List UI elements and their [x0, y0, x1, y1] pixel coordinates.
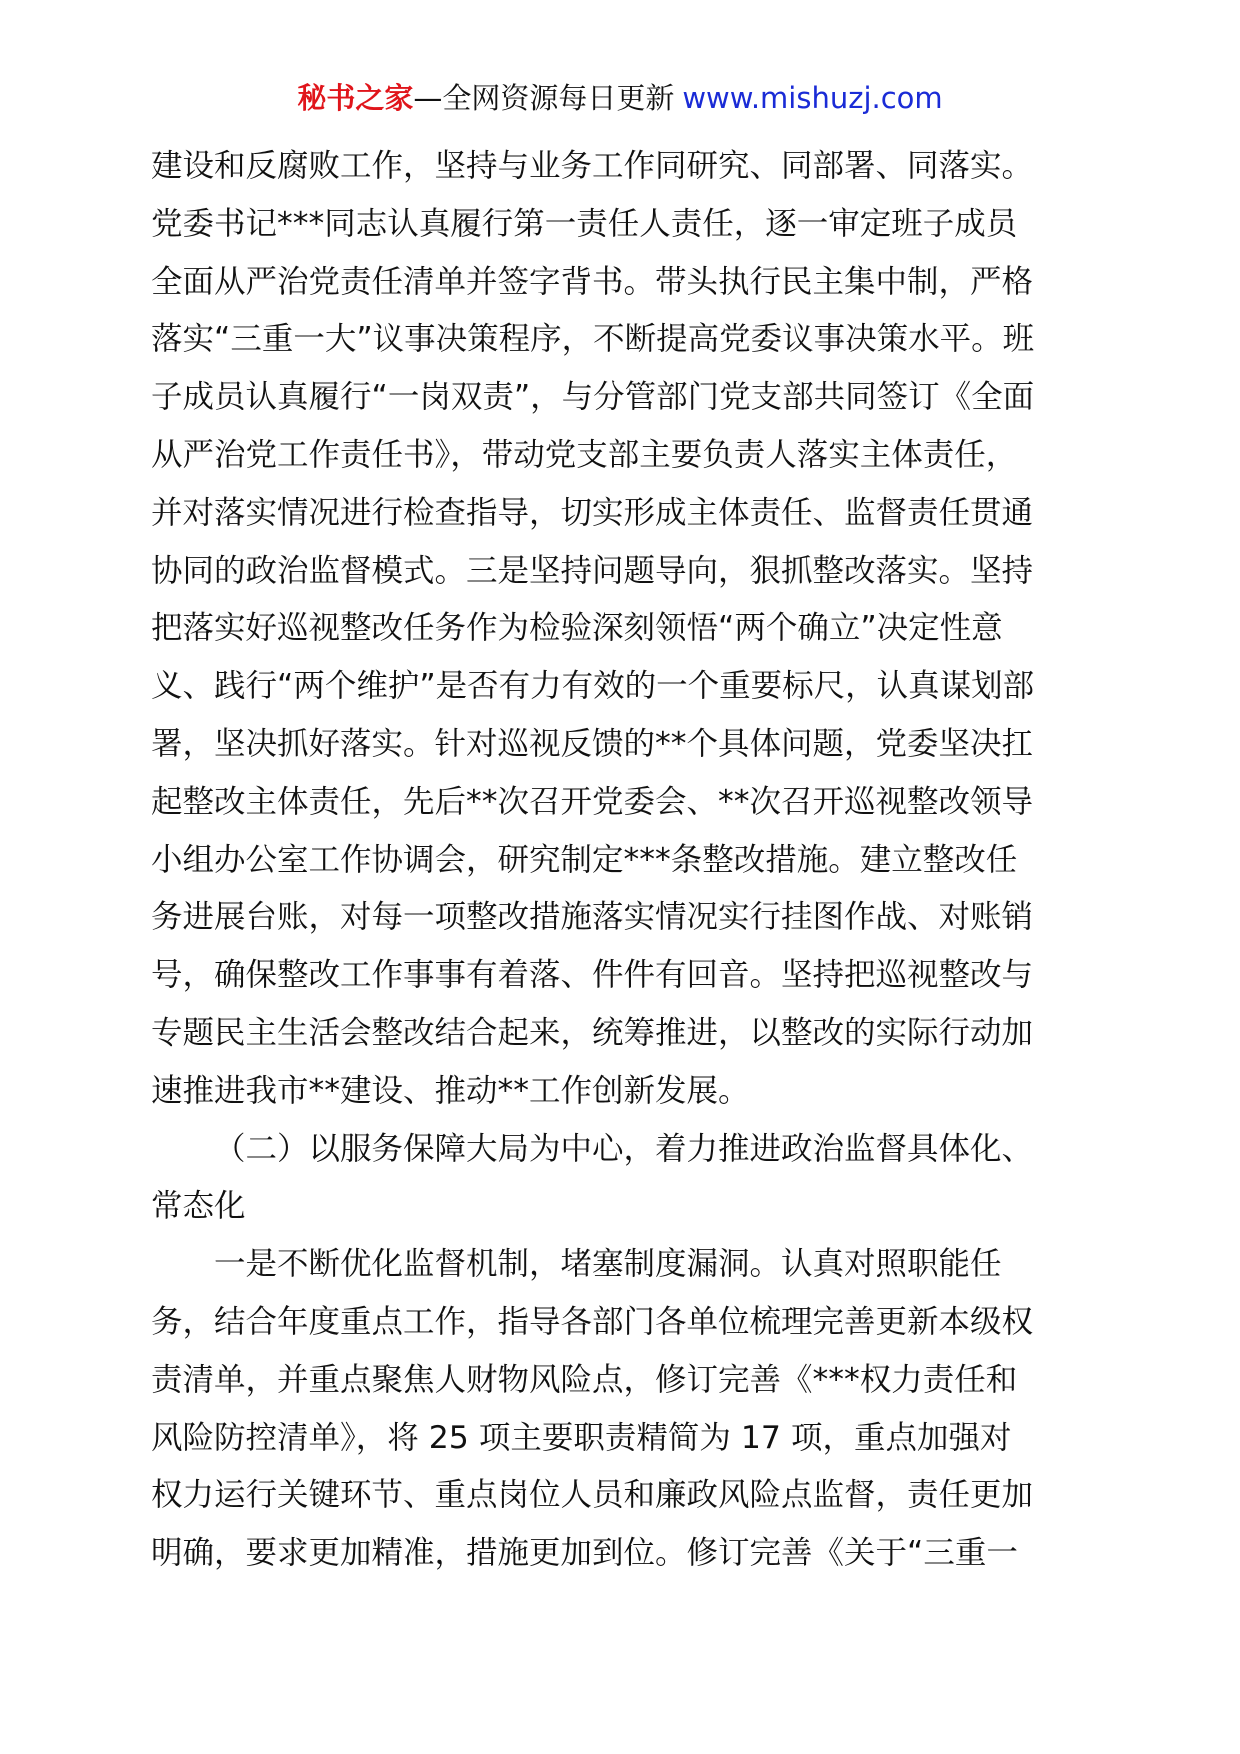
site-url-link[interactable]: www.mishuzj.com [682, 81, 943, 115]
text-line: 务，结合年度重点工作，指导各部门各单位梳理完善更新本级权 [151, 1303, 1034, 1340]
text-line: 权力运行关键环节、重点岗位人员和廉政风险点监督，责任更加 [151, 1477, 1034, 1514]
text-line: 责清单，并重点聚焦人财物风险点，修订完善《***权力责任和 [151, 1361, 1018, 1398]
site-tagline: —全网资源每日更新 [413, 81, 675, 115]
text-line: 建设和反腐败工作，坚持与业务工作同研究、同部署、同落实。 [151, 148, 1034, 184]
text-line: 义、践行“两个维护”是否有力有效的一个重要标尺，认真谋划部 [151, 668, 1035, 705]
text-line: 把落实好巡视整改任务作为检验深刻领悟“两个确立”决定性意 [151, 610, 1003, 647]
site-header [0, 78, 1240, 118]
text-line: （二）以服务保障大局为中心，着力推进政治监督具体化、 [214, 1130, 1034, 1167]
text-line: 署，坚决抓好落实。针对巡视反馈的**个具体问题，党委坚决扛 [151, 725, 1034, 762]
text-line: 并对落实情况进行检查指导，切实形成主体责任、监督责任贯通 [151, 494, 1034, 531]
text-line: 风险防控清单》，将 25 项主要职责精简为 17 项，重点加强对 [151, 1419, 1012, 1456]
text-line: 起整改主体责任，先后**次召开党委会、**次召开巡视整改领导 [151, 783, 1034, 820]
text-line: 常态化 [151, 1188, 246, 1225]
text-line: 全面从严治党责任清单并签字背书。带头执行民主集中制，严格 [151, 263, 1034, 300]
site-brand: 秘书之家 [297, 81, 414, 115]
document-body [151, 138, 1091, 1583]
text-line: 号，确保整改工作事事有着落、件件有回音。坚持把巡视整改与 [151, 957, 1034, 994]
text-line: 一是不断优化监督机制，堵塞制度漏洞。认真对照职能任 [214, 1246, 1002, 1283]
text-line: 明确，要求更加精准，措施更加到位。修订完善《关于“三重一 [151, 1535, 1018, 1572]
text-line: 速推进我市**建设、推动**工作创新发展。 [151, 1072, 750, 1109]
text-line: 务进展台账，对每一项整改措施落实情况实行挂图作战、对账销 [151, 899, 1034, 936]
text-line: 专题民主生活会整改结合起来，统筹推进，以整改的实际行动加 [151, 1014, 1034, 1051]
text-line: 小组办公室工作协调会，研究制定***条整改措施。建立整改任 [151, 841, 1018, 878]
text-line: 落实“三重一大”议事决策程序，不断提高党委议事决策水平。班 [151, 321, 1035, 358]
text-line: 协同的政治监督模式。三是坚持问题导向，狠抓整改落实。坚持 [151, 552, 1034, 589]
text-line: 从严治党工作责任书》，带动党支部主要负责人落实主体责任， [151, 436, 1018, 473]
text-line: 党委书记***同志认真履行第一责任人责任，逐一审定班子成员 [151, 205, 1018, 242]
text-line: 子成员认真履行“一岗双责”，与分管部门党支部共同签订《全面 [151, 379, 1035, 416]
